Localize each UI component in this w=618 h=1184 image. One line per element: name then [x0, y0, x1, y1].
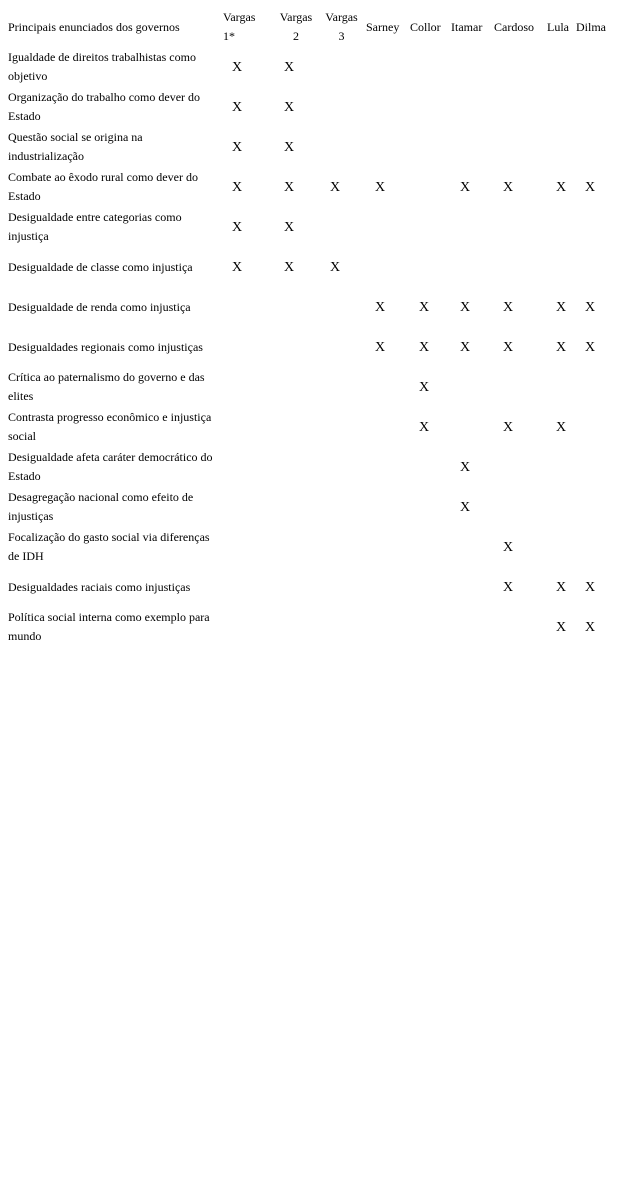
- government-statements-table: [6, 7, 612, 647]
- cell-dilma: [574, 247, 612, 287]
- cell-lula: [545, 127, 574, 167]
- cell-sarney: [364, 607, 408, 647]
- cell-vargas-1: [221, 287, 273, 327]
- cell-sarney: X: [375, 339, 386, 355]
- cell-lula: [545, 447, 574, 487]
- table-header: [6, 7, 612, 47]
- table-row: [6, 47, 612, 87]
- cell-dilma: [574, 447, 612, 487]
- cell-dilma: [574, 407, 612, 447]
- cell-lula: [545, 247, 574, 287]
- row-label: Desigualdade entre categorias como injustiça: [8, 210, 182, 243]
- cell-cardoso: [492, 47, 545, 87]
- cell-vargas-3: [319, 527, 364, 567]
- cell-dilma: [574, 127, 612, 167]
- cell-dilma: X: [585, 299, 596, 315]
- cell-vargas-3: [319, 87, 364, 127]
- cell-vargas-1: [221, 567, 273, 607]
- table-row: [6, 87, 612, 127]
- header-vargas-2-line2: 2: [293, 29, 299, 43]
- row-label: Focalização do gasto social via diferenças de IDH: [8, 530, 210, 563]
- cell-itamar: X: [460, 179, 471, 195]
- cell-vargas-2: X: [284, 259, 295, 275]
- cell-vargas-1: [221, 607, 273, 647]
- header-vargas-2: [273, 7, 319, 47]
- cell-vargas-3: [319, 327, 364, 367]
- cell-lula: X: [556, 579, 567, 595]
- row-label: Política social interna como exemplo para mundo: [8, 610, 210, 643]
- table-row: [6, 527, 612, 567]
- row-label: Desigualdades regionais como injustiças: [8, 339, 203, 354]
- header-vargas-1: [221, 7, 273, 47]
- cell-vargas-3: [319, 127, 364, 167]
- cell-cardoso: X: [503, 419, 514, 435]
- cell-itamar: [449, 367, 492, 407]
- cell-vargas-1: X: [232, 219, 243, 235]
- header-vargas-3-line1: Vargas: [325, 10, 358, 24]
- cell-itamar: [449, 527, 492, 567]
- cell-collor: X: [419, 299, 430, 315]
- row-label: Desigualdade afeta caráter democrático do Estado: [8, 450, 213, 483]
- cell-vargas-1: X: [232, 139, 243, 155]
- cell-dilma: X: [585, 619, 596, 635]
- cell-dilma: [574, 207, 612, 247]
- cell-cardoso: [492, 487, 545, 527]
- cell-sarney: X: [375, 179, 386, 195]
- cell-dilma: [574, 367, 612, 407]
- cell-vargas-2: X: [284, 179, 295, 195]
- cell-collor: [408, 567, 449, 607]
- cell-cardoso: X: [503, 179, 514, 195]
- cell-collor: [408, 207, 449, 247]
- cell-lula: X: [556, 299, 567, 315]
- cell-itamar: X: [460, 459, 471, 475]
- cell-cardoso: X: [503, 299, 514, 315]
- header-itamar: Itamar: [451, 19, 483, 34]
- table-row: [6, 247, 612, 287]
- row-label: Crítica ao paternalismo do governo e das elites: [8, 370, 205, 403]
- cell-collor: [408, 87, 449, 127]
- header-vargas-2-line1: Vargas: [279, 10, 313, 24]
- cell-sarney: [364, 407, 408, 447]
- row-label: Igualdade de direitos trabalhistas como objetivo: [8, 50, 196, 83]
- cell-vargas-2: [273, 487, 319, 527]
- cell-sarney: [364, 367, 408, 407]
- cell-lula: X: [556, 419, 567, 435]
- cell-vargas-3: [319, 607, 364, 647]
- cell-vargas-1: [221, 407, 273, 447]
- cell-sarney: [364, 87, 408, 127]
- cell-lula: [545, 487, 574, 527]
- cell-collor: [408, 167, 449, 207]
- table-row: [6, 127, 612, 167]
- cell-dilma: X: [585, 579, 596, 595]
- cell-vargas-2: [273, 447, 319, 487]
- header-cardoso: Cardoso: [494, 19, 534, 34]
- cell-vargas-3: [319, 287, 364, 327]
- cell-vargas-2: X: [284, 99, 295, 115]
- cell-vargas-2: [273, 367, 319, 407]
- cell-collor: [408, 607, 449, 647]
- cell-vargas-3: [319, 207, 364, 247]
- cell-collor: [408, 487, 449, 527]
- cell-collor: [408, 47, 449, 87]
- cell-collor: X: [419, 339, 430, 355]
- cell-lula: [545, 367, 574, 407]
- cell-vargas-3: [319, 47, 364, 87]
- cell-vargas-1: [221, 527, 273, 567]
- header-dilma: Dilma: [576, 19, 606, 34]
- cell-collor: X: [419, 379, 430, 395]
- cell-itamar: [449, 607, 492, 647]
- table-row: [6, 167, 612, 207]
- cell-cardoso: [492, 447, 545, 487]
- cell-dilma: X: [585, 179, 596, 195]
- cell-collor: [408, 247, 449, 287]
- cell-collor: [408, 527, 449, 567]
- cell-itamar: [449, 567, 492, 607]
- cell-vargas-3: [319, 447, 364, 487]
- cell-dilma: [574, 487, 612, 527]
- cell-lula: [545, 47, 574, 87]
- table-row: [6, 447, 612, 487]
- cell-vargas-1: [221, 367, 273, 407]
- cell-vargas-2: [273, 607, 319, 647]
- cell-itamar: [449, 207, 492, 247]
- table-body: [6, 47, 612, 647]
- cell-lula: X: [556, 619, 567, 635]
- cell-vargas-2: [273, 527, 319, 567]
- cell-cardoso: [492, 247, 545, 287]
- cell-itamar: [449, 247, 492, 287]
- header-sarney: Sarney: [366, 19, 400, 34]
- cell-cardoso: X: [503, 339, 514, 355]
- cell-vargas-1: X: [232, 59, 243, 75]
- row-label: Questão social se origina na industrialização: [8, 130, 143, 163]
- header-lula: Lula: [547, 19, 569, 34]
- cell-vargas-3: [319, 487, 364, 527]
- cell-itamar: X: [460, 499, 471, 515]
- cell-sarney: [364, 447, 408, 487]
- cell-cardoso: X: [503, 539, 514, 555]
- cell-vargas-3: [319, 367, 364, 407]
- cell-lula: [545, 207, 574, 247]
- header-vargas-3: [319, 7, 364, 47]
- row-label: Desigualdade de classe como injustiça: [8, 259, 193, 274]
- cell-itamar: [449, 87, 492, 127]
- table-row: [6, 327, 612, 367]
- cell-sarney: [364, 127, 408, 167]
- table-row: [6, 367, 612, 407]
- header-vargas-3-line2: 3: [338, 29, 345, 43]
- cell-vargas-2: X: [284, 219, 295, 235]
- row-label: Combate ao êxodo rural como dever do Estado: [8, 170, 198, 203]
- cell-vargas-1: [221, 327, 273, 367]
- row-label: Contrasta progresso econômico e injustiça social: [8, 410, 212, 443]
- cell-sarney: [364, 207, 408, 247]
- table-row: [6, 207, 612, 247]
- cell-itamar: [449, 127, 492, 167]
- header-statements: Principais enunciados dos governos: [8, 19, 180, 34]
- cell-vargas-1: X: [232, 99, 243, 115]
- cell-itamar: X: [460, 339, 471, 355]
- table-row: [6, 487, 612, 527]
- cell-cardoso: [492, 367, 545, 407]
- cell-cardoso: [492, 207, 545, 247]
- cell-collor: X: [419, 419, 430, 435]
- cell-lula: X: [556, 339, 567, 355]
- cell-sarney: [364, 487, 408, 527]
- cell-vargas-2: [273, 567, 319, 607]
- row-label: Desagregação nacional como efeito de injustiças: [8, 490, 194, 523]
- cell-vargas-2: [273, 407, 319, 447]
- cell-vargas-1: X: [232, 179, 243, 195]
- row-label: Organização do trabalho como dever do Estado: [8, 90, 201, 123]
- cell-lula: [545, 87, 574, 127]
- cell-collor: [408, 447, 449, 487]
- cell-vargas-3: X: [330, 179, 341, 195]
- cell-vargas-2: X: [284, 139, 295, 155]
- header-vargas-1-line2: 1*: [223, 29, 235, 43]
- cell-itamar: [449, 407, 492, 447]
- cell-vargas-3: [319, 407, 364, 447]
- table-row: [6, 567, 612, 607]
- cell-dilma: [574, 87, 612, 127]
- cell-cardoso: [492, 127, 545, 167]
- cell-cardoso: X: [503, 579, 514, 595]
- cell-dilma: X: [585, 339, 596, 355]
- cell-sarney: [364, 47, 408, 87]
- table-row: [6, 287, 612, 327]
- cell-vargas-2: X: [284, 59, 295, 75]
- cell-itamar: [449, 47, 492, 87]
- row-label: Desigualdade de renda como injustiça: [8, 299, 191, 314]
- cell-dilma: [574, 47, 612, 87]
- cell-vargas-1: X: [232, 259, 243, 275]
- cell-vargas-2: [273, 327, 319, 367]
- cell-sarney: [364, 247, 408, 287]
- row-label: Desigualdades raciais como injustiças: [8, 579, 191, 594]
- cell-sarney: [364, 567, 408, 607]
- cell-vargas-1: [221, 447, 273, 487]
- cell-vargas-2: [273, 287, 319, 327]
- cell-cardoso: [492, 607, 545, 647]
- cell-sarney: [364, 527, 408, 567]
- cell-vargas-3: X: [330, 259, 341, 275]
- table-row: [6, 407, 612, 447]
- cell-dilma: [574, 527, 612, 567]
- header-collor: Collor: [410, 19, 441, 34]
- header-vargas-1-line1: Vargas: [223, 10, 256, 24]
- cell-vargas-1: [221, 487, 273, 527]
- cell-lula: [545, 527, 574, 567]
- cell-vargas-3: [319, 567, 364, 607]
- cell-cardoso: [492, 87, 545, 127]
- cell-itamar: X: [460, 299, 471, 315]
- cell-lula: X: [556, 179, 567, 195]
- table-row: [6, 607, 612, 647]
- cell-collor: [408, 127, 449, 167]
- cell-sarney: X: [375, 299, 386, 315]
- header-row: [6, 7, 612, 47]
